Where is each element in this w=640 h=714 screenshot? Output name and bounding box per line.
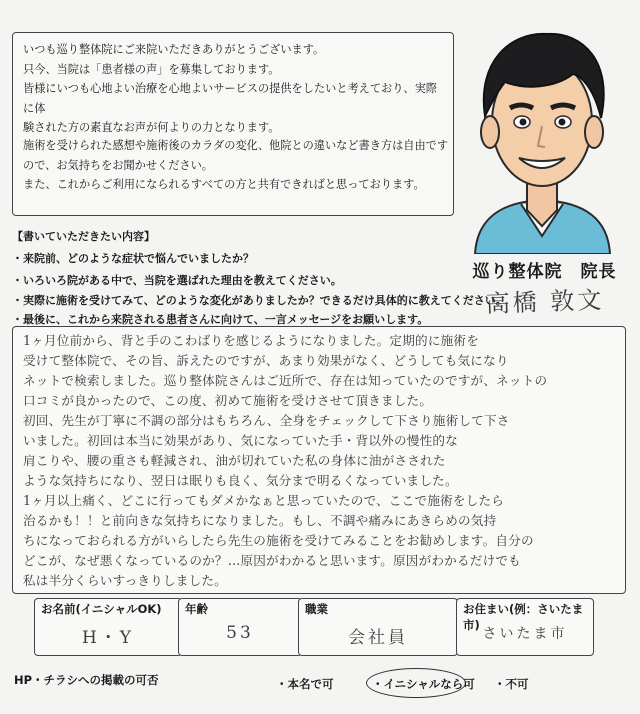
consent-option-initials[interactable]: ・イニシャルなら可	[372, 677, 475, 691]
intro-paragraph-2: 施術を受けられた感想や施術後のカラダの変化、他院との違いなど書き方は自由です ので、お気持ちをお聞かせください。 また、これからご利用になられるすべての方と共有できればと思っております。	[23, 139, 449, 191]
answer-line: 1ヶ月位前から、背と手のこわばりを感じるようになりました。定期的に施術を	[23, 333, 479, 348]
question-item: ・実際に施術を受けてみて、どのような変化がありましたか？できるだけ具体的に教えてください。	[12, 294, 507, 307]
age-label: 年齢	[185, 602, 208, 616]
answer-line: 治るかも！！と前向きな気持ちになりました。もし、不調や痛みにあきらめの気持	[23, 513, 497, 528]
name-field	[34, 598, 182, 656]
intro-paragraph-1: いつも巡り整体院にご来院いただきありがとうございます。 只今、当院は「患者様の声」を募集しております。 皆様にいつも心地よい治療を心地よいサービスの提供をしたいと考えており、実際に体 験された方の素直なお声が何よりの力となります。	[23, 43, 437, 134]
age-value: 53	[226, 623, 254, 643]
answer-line: どこが、なぜ悪くなっているのか？…原因がわかると思います。原因がわかるだけでも	[23, 553, 521, 568]
name-value: H・Y	[81, 628, 135, 648]
answer-line: 1ヶ月以上痛く、どこに行ってもダメかなぁと思っていたので、ここで施術をしたら	[23, 493, 505, 508]
answer-line: ような気持ちになり、翌日は眠りも良く、気分まで明るくなっていました。	[23, 473, 458, 488]
consent-label: HP・チラシへの掲載の可否	[14, 673, 159, 687]
occupation-label: 職業	[305, 602, 328, 616]
questions-heading: 【書いていただきたい内容】	[12, 230, 155, 243]
answer-line: 口コミが良かったので、この度、初めて施術を受けさせて頂きました。	[23, 393, 433, 408]
handwritten-answer-box	[12, 326, 626, 594]
answer-line: いました。初回は本当に効果があり、気になっていた手・背以外の慢性的な	[23, 433, 458, 448]
clinic-title: 巡り整体院 院長	[472, 262, 617, 282]
answer-line: ちになっておられる方がいらしたら先生の施術を受けてみることをお勧めします。自分の	[23, 533, 534, 548]
answer-line: 受けて整体院で、その旨、訴えたのですが、あまり効果がなく、どうしても気になり	[23, 353, 509, 368]
residence-field	[456, 598, 594, 656]
age-field	[178, 598, 302, 656]
answer-line: 初回、先生が丁寧に不調の部分はもちろん、全身をチェックして下さり施術して下さ	[23, 413, 510, 428]
director-portrait-illustration	[455, 4, 630, 254]
answer-line: 肩こりや、腰の重さも軽減され、油が切れていた私の身体に油がさされた	[23, 453, 446, 468]
consent-option-not-allowed[interactable]: ・不可	[494, 677, 529, 691]
intro-box	[12, 32, 454, 216]
name-label: お名前(イニシャルOK)	[41, 602, 162, 616]
question-item: ・最後に、これから来院される患者さんに向けて、一言メッセージをお願いします。	[12, 313, 429, 326]
question-item: ・いろいろ院がある中で、当院を選ばれた理由を教えてください。	[12, 274, 342, 287]
occupation-field	[298, 598, 458, 656]
director-signature: 高橋 敦文	[485, 285, 605, 319]
question-item: ・来院前、どのような症状で悩んでいましたか？	[12, 252, 254, 265]
residence-value: さいたま市	[482, 626, 568, 642]
occupation-value: 会社員	[348, 628, 408, 648]
residence-label: お住まい(例：さいたま市)	[463, 602, 584, 632]
answer-line: ネットで検索しました。巡り整体院さんはご近所で、存在は知っていたのですが、ネットの	[23, 373, 548, 388]
consent-option-real-name[interactable]: ・本名で可	[276, 677, 334, 691]
answer-line: 私は半分くらいすっきりしました。	[23, 573, 227, 588]
